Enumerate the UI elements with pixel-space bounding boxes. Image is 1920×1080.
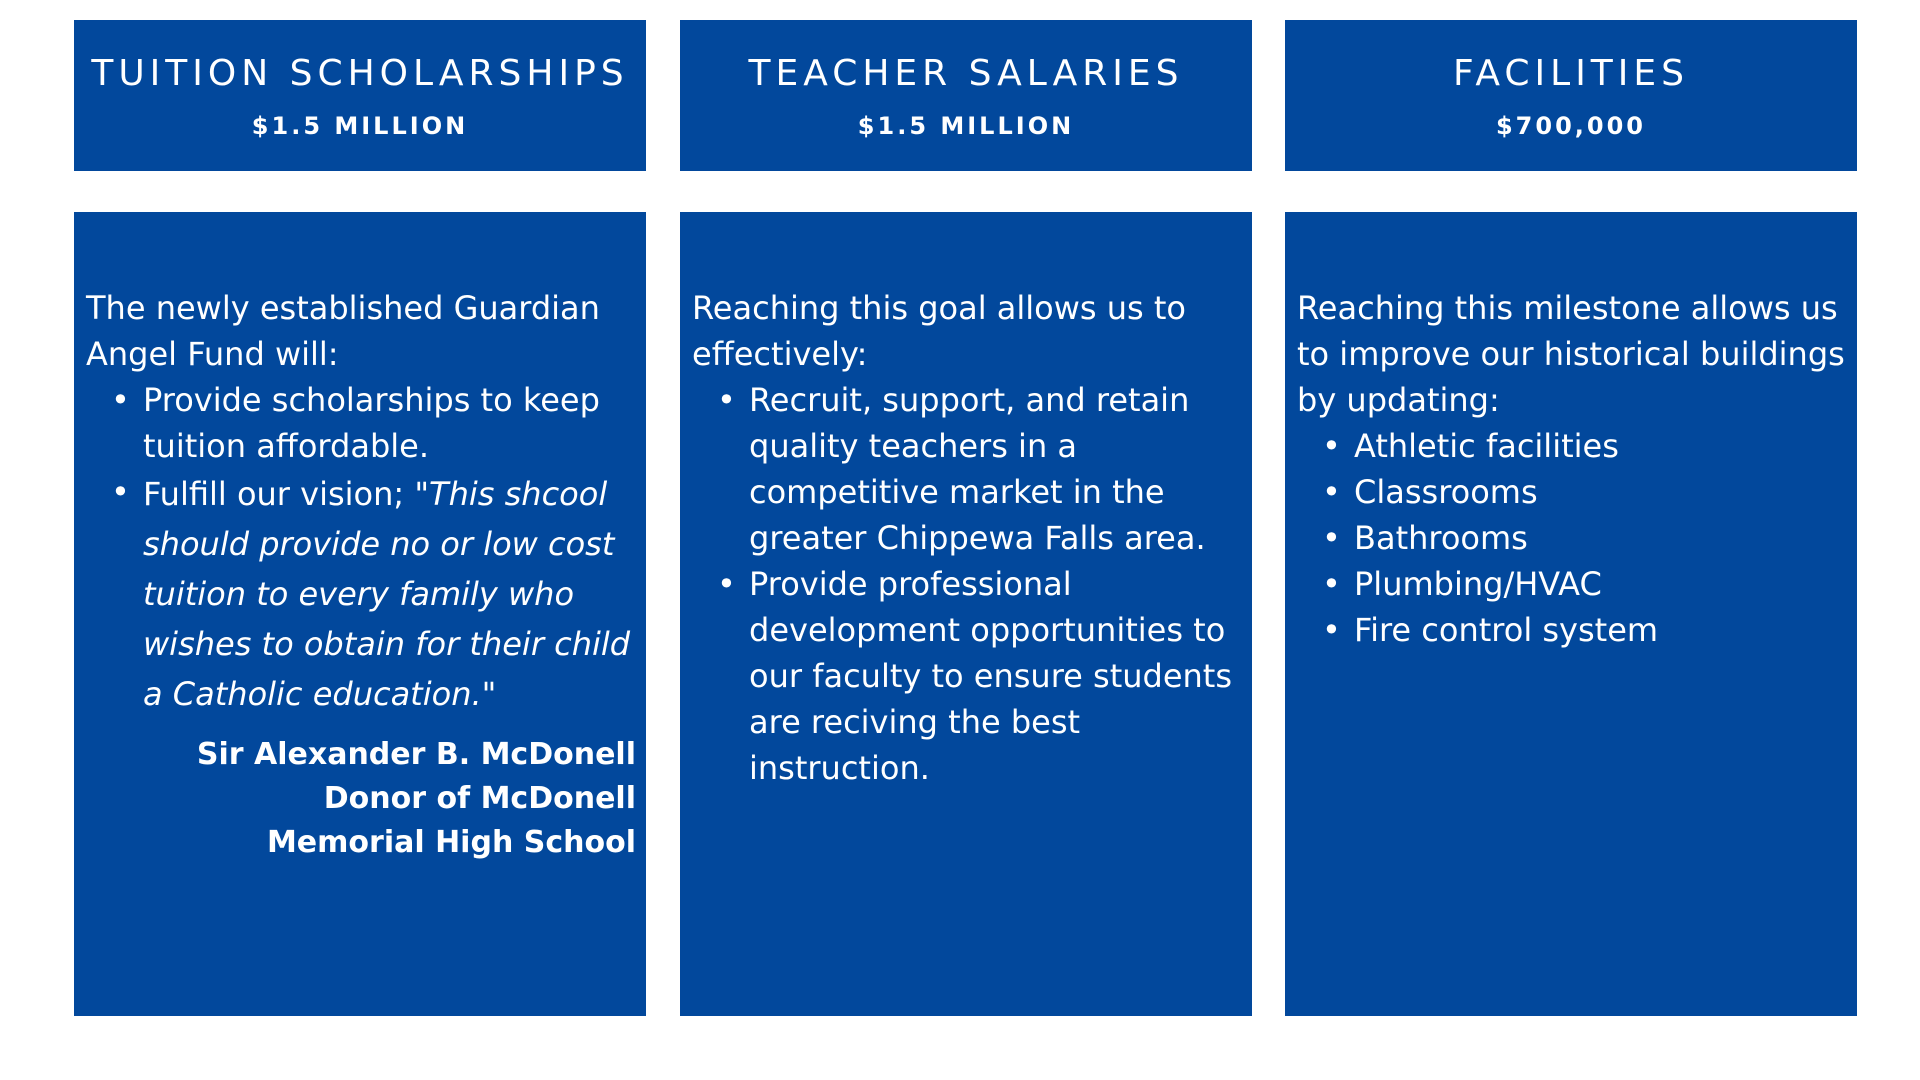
list-item-text: Provide scholarships to keep tuition affordable.: [143, 381, 600, 465]
bullet-icon: •: [717, 381, 736, 419]
content-card-tuition: [74, 212, 646, 1016]
content-card-salaries: [680, 212, 1252, 1016]
list-item: [717, 377, 1242, 561]
list-item: [1322, 515, 1847, 561]
header-amount: $1.5 MILLION: [857, 112, 1075, 140]
intro-text: The newly established Guardian Angel Fund will:: [86, 289, 600, 373]
intro-text: Reaching this milestone allows us to improve our historical buildings by updating:: [1297, 289, 1845, 419]
bullet-icon: •: [1322, 473, 1341, 511]
list-item: [1322, 423, 1847, 469]
list-item-text: Fire control system: [1354, 611, 1659, 649]
header-amount: $700,000: [1495, 112, 1646, 140]
bullet-icon: •: [1322, 611, 1341, 649]
list-item: [111, 377, 636, 469]
list-item-text: Provide professional development opportunities to our faculty to ensure students are reciving the best instruction.: [749, 565, 1233, 787]
attribution-line: Sir Alexander B. McDonell: [196, 737, 636, 772]
vision-prefix: Fulfill our vision; ": [143, 475, 430, 513]
content-card-facilities: [1285, 212, 1857, 1016]
bullet-list: [692, 377, 1242, 791]
bullet-icon: •: [717, 565, 736, 603]
bullet-icon: •: [1322, 565, 1341, 603]
vision-suffix: ": [481, 675, 497, 713]
list-item: [1322, 607, 1847, 653]
bullet-list: [1297, 423, 1847, 653]
list-item-vision: [111, 469, 636, 719]
attribution-line: Memorial High School: [266, 825, 636, 860]
header-panel-salaries: [680, 20, 1252, 171]
vision-quote: This shcool should provide no or low cost tuition to every family who wishes to obtain for their child a Catholic education.: [143, 475, 631, 713]
bullet-list: [86, 377, 636, 719]
header-amount: $1.5 MILLION: [251, 112, 469, 140]
quote-attribution: [86, 733, 636, 865]
header-panel-tuition: [74, 20, 646, 171]
list-item-text: Recruit, support, and retain quality teachers in a competitive market in the greater Chippewa Falls area.: [749, 381, 1206, 557]
header-title: TEACHER SALARIES: [748, 53, 1184, 94]
list-item-text: Classrooms: [1354, 473, 1538, 511]
bullet-icon: •: [1322, 427, 1341, 465]
list-item-text: Athletic facilities: [1354, 427, 1619, 465]
list-item-text: Plumbing/HVAC: [1354, 565, 1602, 603]
list-item: [717, 561, 1242, 791]
list-item: [1322, 469, 1847, 515]
header-panel-facilities: [1285, 20, 1857, 171]
header-title: FACILITIES: [1452, 53, 1690, 94]
list-item-text: Bathrooms: [1354, 519, 1528, 557]
bullet-icon: •: [1322, 519, 1341, 557]
bullet-icon: •: [111, 381, 130, 419]
list-item: [1322, 561, 1847, 607]
header-title: TUITION SCHOLARSHIPS: [91, 53, 629, 94]
intro-text: Reaching this goal allows us to effectively:: [692, 289, 1186, 373]
attribution-line: Donor of McDonell: [323, 781, 636, 816]
bullet-icon: •: [111, 473, 130, 511]
